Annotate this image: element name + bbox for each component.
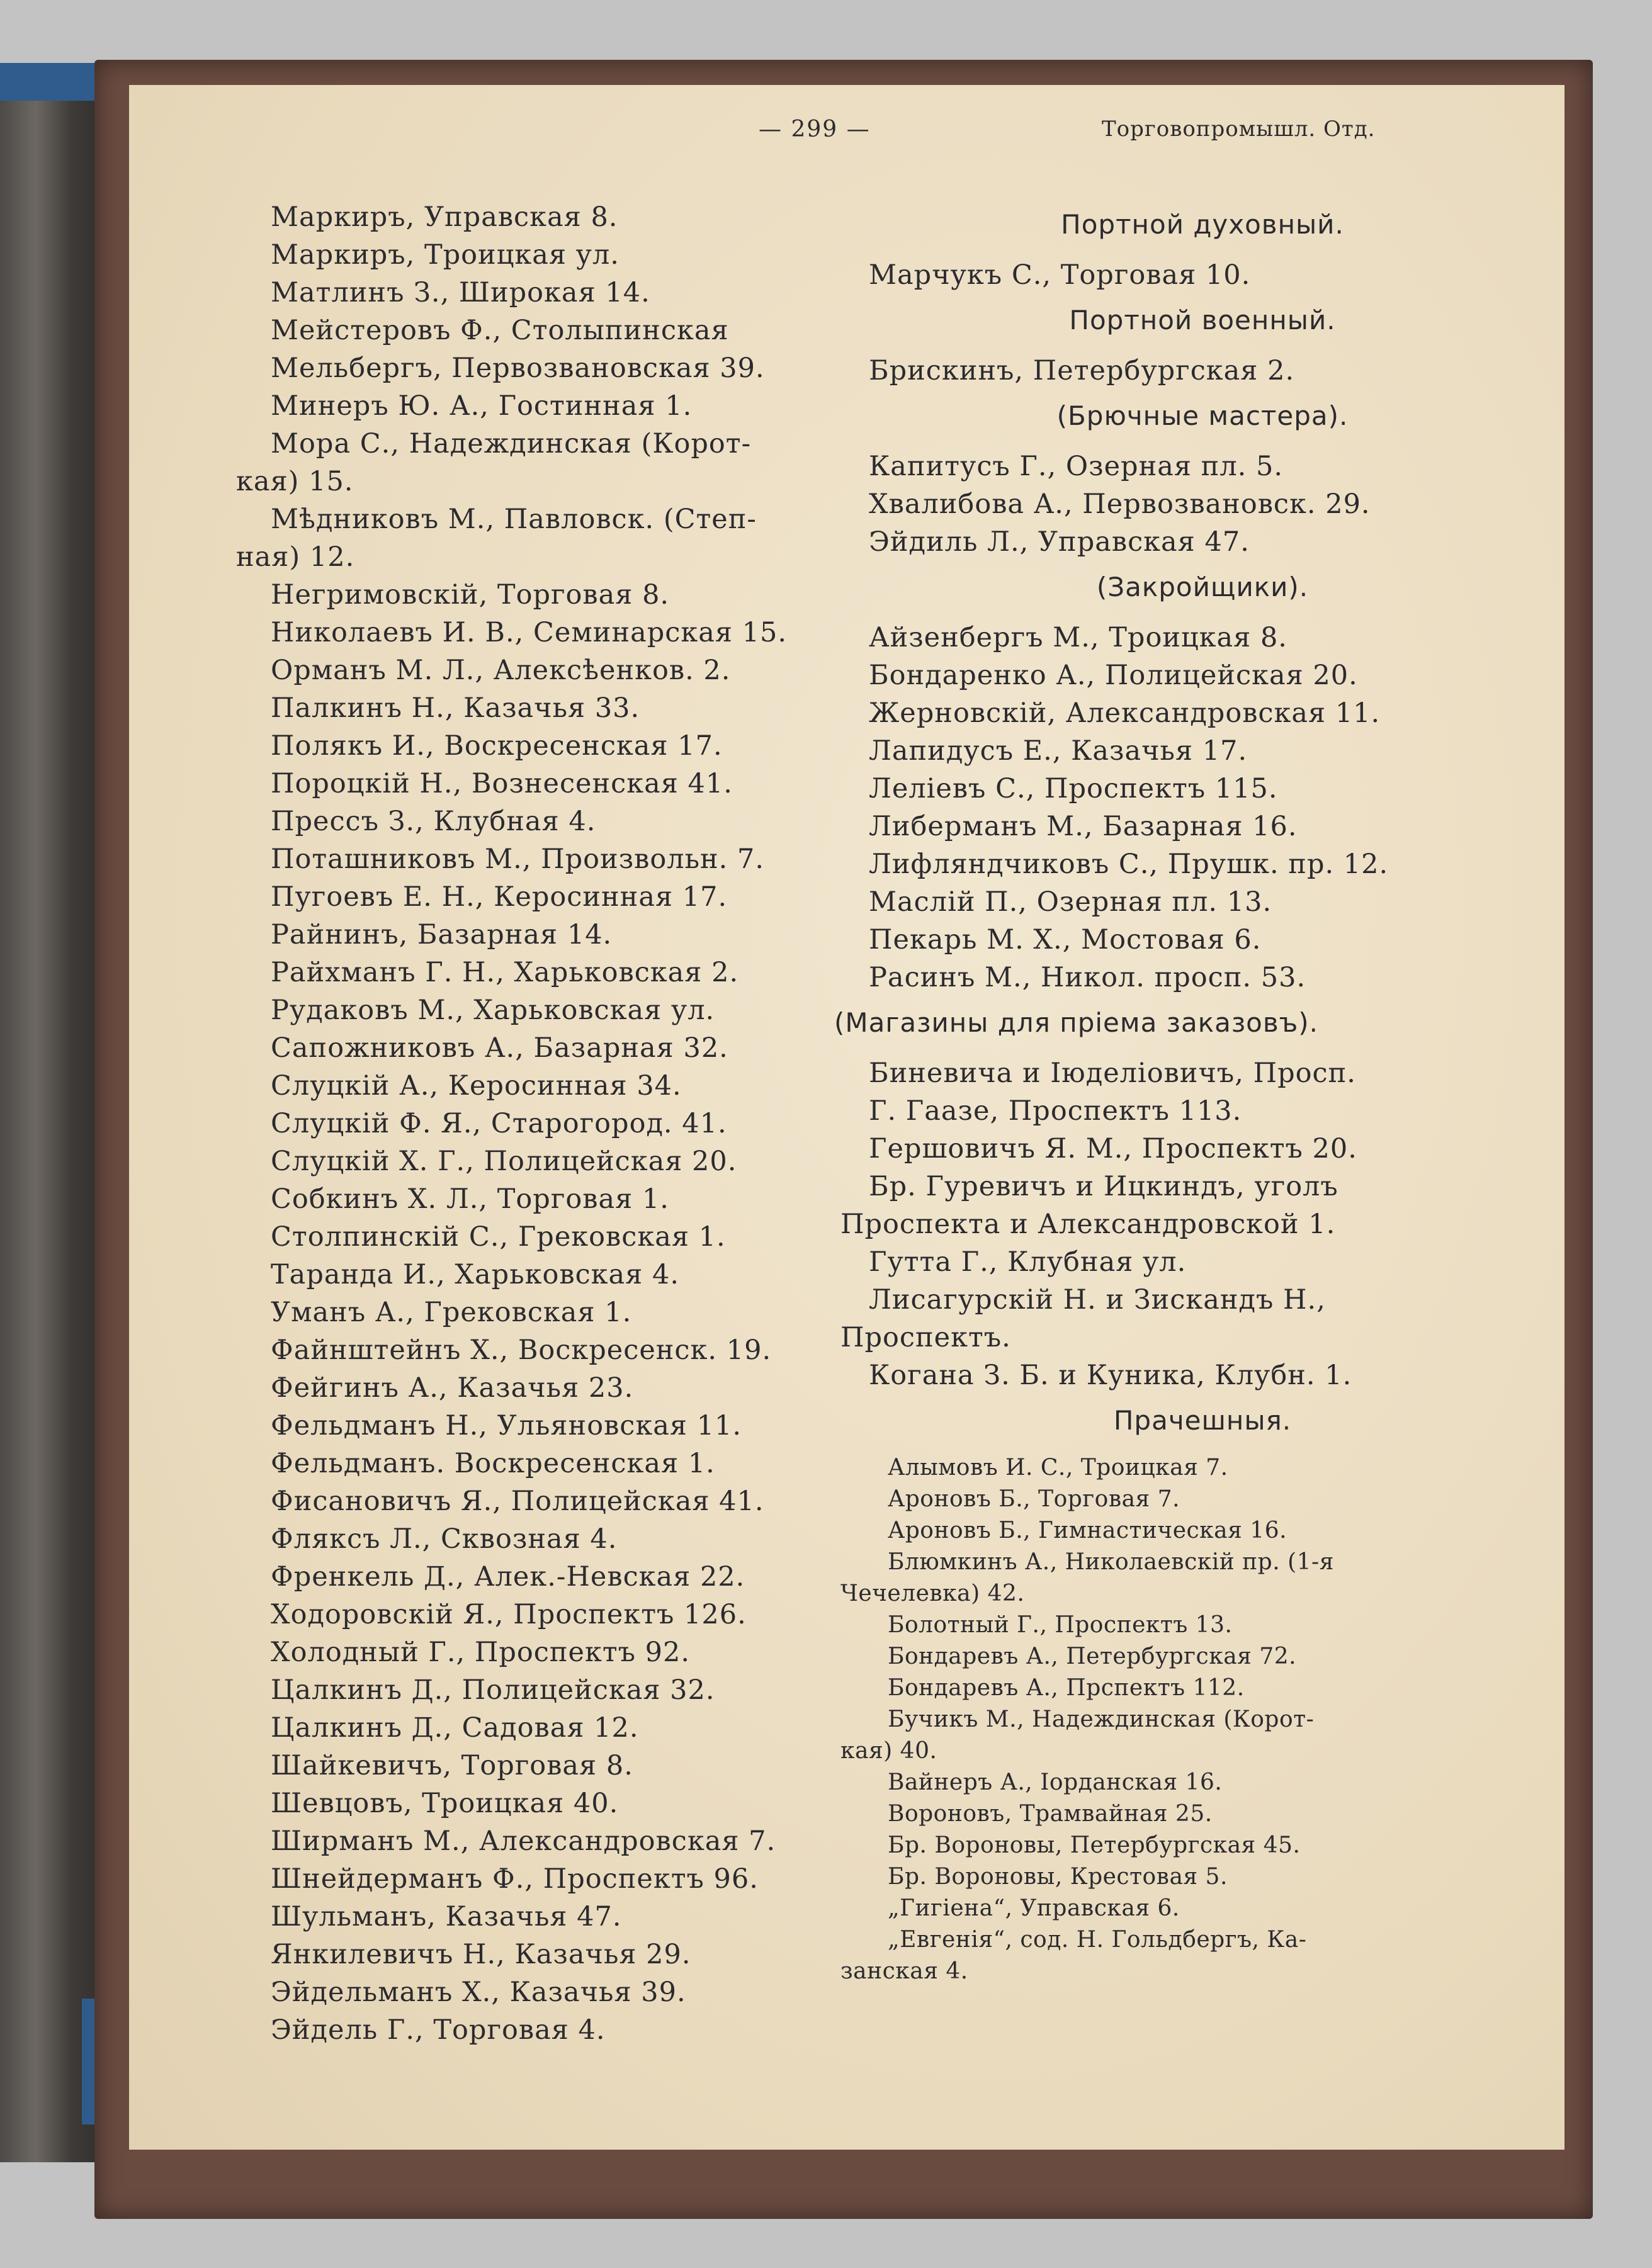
entry-line: Ходоровскій Я., Проспектъ 126.: [271, 1599, 747, 1630]
entry-line: Шайкевичъ, Торговая 8.: [271, 1750, 633, 1781]
entry-line: Френкель Д., Алек.-Невская 22.: [271, 1561, 745, 1593]
entry-line: Полякъ И., Воскресенская 17.: [271, 730, 723, 762]
laundry-entry: [840, 1547, 1564, 1610]
directory-entry: [840, 1281, 1564, 1357]
entry-line: Жерновскій, Александровская 11.: [869, 697, 1381, 729]
entry-line: Болотный Г., Проспектъ 13.: [888, 1612, 1233, 1638]
section-heading: Портной духовный.: [1061, 209, 1344, 240]
entry-line: Мора С., Надеждинская (Корот-: [271, 428, 752, 460]
laundry-entry: [888, 1861, 1564, 1893]
entry-line: Маслій П., Озерная пл. 13.: [869, 886, 1272, 918]
entry-line: Бучикъ М., Надеждинская (Корот-: [888, 1707, 1315, 1732]
laundry-entry: [888, 1673, 1564, 1704]
entry-line: Янкилевичъ Н., Казачья 29.: [271, 1939, 691, 1970]
page-header: [129, 116, 1564, 154]
entry-line: Холодный Г., Проспектъ 92.: [271, 1637, 691, 1668]
entry-line: Бр. Вороновы, Петербургская 45.: [888, 1832, 1301, 1858]
spine-label-top: [0, 63, 107, 101]
entry-line: Шевцовъ, Троицкая 40.: [271, 1788, 619, 1819]
entry-continuation: занская 4.: [840, 1958, 968, 1984]
entry-line: Вороновъ, Трамвайная 25.: [888, 1801, 1213, 1827]
entry-line: Уманъ А., Грековская 1.: [271, 1297, 632, 1328]
directory-entry: [869, 523, 1564, 561]
entry-line: Эйдель Г., Торговая 4.: [271, 2014, 606, 2046]
entry-continuation: Проспекта и Александровской 1.: [840, 1209, 1336, 1240]
entry-continuation: кая) 40.: [840, 1738, 937, 1764]
entry-line: Ширманъ М., Александровская 7.: [271, 1825, 776, 1857]
entry-line: Бондаренко А., Полицейская 20.: [869, 660, 1358, 691]
laundry-entry: [888, 1641, 1564, 1673]
entry-line: „Гигіена“, Управская 6.: [888, 1895, 1180, 1921]
entry-line: Бр. Гуревичъ и Ицкиндъ, уголъ: [869, 1171, 1338, 1202]
laundry-entry: [888, 1830, 1564, 1861]
entry-line: Вайнеръ А., Іорданская 16.: [888, 1769, 1223, 1795]
entry-line: Слуцкій А., Керосинная 34.: [271, 1070, 682, 1102]
directory-entry: [869, 845, 1564, 883]
laundry-entry: [888, 1515, 1564, 1547]
entry-line: Файнштейнъ Х., Воскресенск. 19.: [271, 1334, 772, 1366]
right-column: [834, 198, 1564, 1987]
entry-line: Маркиръ, Управская 8.: [271, 201, 618, 233]
entry-line: Столпинскій С., Грековская 1.: [271, 1221, 726, 1253]
section-heading: (Брючные мастера).: [1056, 400, 1349, 431]
laundry-entry: [888, 1452, 1564, 1484]
page-number: — 299 —: [759, 116, 871, 142]
entry-line: Рудаковъ М., Харьковская ул.: [271, 995, 715, 1026]
entry-line: Минеръ Ю. А., Гостинная 1.: [271, 390, 693, 422]
entry-line: Бондаревъ А., Прспектъ 112.: [888, 1675, 1245, 1701]
entry-line: „Евгенія“, сод. Н. Гольдбергъ, Ка-: [888, 1927, 1307, 1953]
section-heading: (Магазины для пріема заказовъ).: [834, 1007, 1319, 1038]
entry-line: Таранда И., Харьковская 4.: [271, 1259, 679, 1290]
entry-line: Когана З. Б. и Куника, Клубн. 1.: [869, 1360, 1352, 1391]
entry-line: Слуцкій Ф. Я., Старогород. 41.: [271, 1108, 727, 1139]
directory-entry: [869, 694, 1564, 732]
entry-line: Орманъ М. Л., Алексѣенков. 2.: [271, 655, 731, 686]
laundry-entry: [888, 1798, 1564, 1830]
entry-line: Гутта Г., Клубная ул.: [869, 1246, 1187, 1278]
entry-line: Поташниковъ М., Произвольн. 7.: [271, 843, 765, 875]
laundry-entry: [888, 1610, 1564, 1641]
entry-line: Г. Гаазе, Проспектъ 113.: [869, 1095, 1242, 1127]
directory-entry: [869, 448, 1564, 485]
laundry-entry: [840, 1924, 1564, 1987]
entry-line: Матлинъ З., Широкая 14.: [271, 277, 650, 308]
entry-continuation: кая) 15.: [236, 466, 354, 497]
directory-entry: [869, 1243, 1564, 1281]
entry-line: Капитусъ Г., Озерная пл. 5.: [869, 451, 1284, 482]
entry-line: Мѣдниковъ М., Павловск. (Степ-: [271, 504, 757, 535]
entry-line: Айзенбергъ М., Троицкая 8.: [869, 622, 1287, 653]
entry-continuation: Проспектъ.: [840, 1322, 1011, 1353]
directory-entry: [869, 619, 1564, 657]
entry-line: Бондаревъ А., Петербургская 72.: [888, 1644, 1297, 1669]
entry-line: Прессъ З., Клубная 4.: [271, 806, 596, 837]
laundry-entry: [888, 1893, 1564, 1924]
entry-line: Ароновъ Б., Торговая 7.: [888, 1486, 1180, 1512]
entry-line: Пекарь М. Х., Мостовая 6.: [869, 924, 1262, 956]
entry-line: Фляксъ Л., Сквозная 4.: [271, 1523, 618, 1555]
directory-entry: [869, 1130, 1564, 1168]
directory-entry: [869, 352, 1564, 390]
entry-continuation: ная) 12.: [236, 541, 355, 573]
entry-line: Мельбергъ, Первозвановская 39.: [271, 353, 765, 384]
entry-line: Мейстеровъ Ф., Столыпинская: [271, 315, 729, 346]
entry-line: Слуцкій Х. Г., Полицейская 20.: [271, 1146, 737, 1177]
entry-line: Пугоевъ Е. Н., Керосинная 17.: [271, 881, 728, 913]
laundry-entry: [888, 1484, 1564, 1515]
entry-line: Расинъ М., Никол. просп. 53.: [869, 962, 1306, 993]
entry-line: Биневича и Іюделіовичъ, Просп.: [869, 1058, 1356, 1089]
entry-line: Либерманъ М., Базарная 16.: [869, 811, 1298, 842]
entry-line: Лифляндчиковъ С., Прушк. пр. 12.: [869, 849, 1389, 880]
directory-entry: [869, 1357, 1564, 1394]
directory-entry: [869, 1092, 1564, 1130]
directory-entry: [271, 2011, 951, 2049]
running-header: Торговопромышл. Отд.: [1102, 116, 1376, 142]
entry-line: Цалкинъ Д., Полицейская 32.: [271, 1674, 715, 1706]
entry-line: Гершовичъ Я. М., Проспектъ 20.: [869, 1133, 1357, 1165]
entry-line: Цалкинъ Д., Садовая 12.: [271, 1712, 639, 1744]
entry-line: Шульманъ, Казачья 47.: [271, 1901, 622, 1932]
directory-entry: [869, 808, 1564, 845]
entry-line: Эйдельманъ Х., Казачья 39.: [271, 1977, 686, 2008]
entry-line: Фельдманъ. Воскресенская 1.: [271, 1448, 715, 1479]
entry-line: Блюмкинъ А., Николаевскій пр. (1-я: [888, 1549, 1334, 1575]
entry-line: Бр. Вороновы, Крестовая 5.: [888, 1864, 1228, 1890]
entry-line: Пороцкій Н., Вознесенская 41.: [271, 768, 733, 799]
entry-line: Негримовскій, Торговая 8.: [271, 579, 670, 611]
entry-line: Леліевъ С., Проспектъ 115.: [869, 773, 1278, 804]
entry-line: Николаевъ И. В., Семинарская 15.: [271, 617, 788, 648]
directory-entry: [869, 485, 1564, 523]
entry-line: Фисановичъ Я., Полицейская 41.: [271, 1486, 764, 1517]
directory-entry: [840, 1168, 1564, 1243]
entry-line: Сапожниковъ А., Базарная 32.: [271, 1032, 728, 1064]
directory-entry: [869, 732, 1564, 770]
directory-entry: [869, 883, 1564, 921]
entry-line: Эйдиль Л., Управская 47.: [869, 526, 1250, 558]
laundry-entry: [840, 1704, 1564, 1767]
section-heading: (Закройщики).: [1096, 572, 1309, 602]
directory-entry: [869, 256, 1564, 294]
entry-line: Алымовъ И. С., Троицкая 7.: [888, 1455, 1228, 1481]
entry-line: Палкинъ Н., Казачья 33.: [271, 692, 640, 724]
book-page: [129, 85, 1564, 2150]
directory-entry: [869, 770, 1564, 808]
section-heading: Портной военный.: [1069, 305, 1336, 336]
entry-line: Ароновъ Б., Гимнастическая 16.: [888, 1518, 1287, 1543]
directory-entry: [869, 959, 1564, 996]
laundry-entry: [888, 1767, 1564, 1798]
entry-line: Фейгинъ А., Казачья 23.: [271, 1372, 634, 1404]
directory-entry: [869, 1054, 1564, 1092]
entry-line: Лапидусъ Е., Казачья 17.: [869, 735, 1248, 767]
entry-line: Брискинъ, Петербургская 2.: [869, 355, 1295, 386]
entry-line: Шнейдерманъ Ф., Проспектъ 96.: [271, 1863, 759, 1895]
entry-line: Маркиръ, Троицкая ул.: [271, 239, 620, 271]
entry-line: Хвалибова А., Первозвановск. 29.: [869, 488, 1371, 520]
entry-line: Лисагурскій Н. и Зискандъ Н.,: [869, 1284, 1326, 1316]
directory-entry: [869, 921, 1564, 959]
entry-continuation: Чечелевка) 42.: [840, 1581, 1025, 1606]
entry-line: Райнинъ, Базарная 14.: [271, 919, 613, 951]
directory-entry: [869, 657, 1564, 694]
entry-line: Марчукъ С., Торговая 10.: [869, 259, 1251, 291]
entry-line: Фельдманъ Н., Ульяновская 11.: [271, 1410, 742, 1441]
section-heading: Прачешныя.: [1113, 1405, 1292, 1436]
entry-line: Собкинъ Х. Л., Торговая 1.: [271, 1183, 669, 1215]
entry-line: Райхманъ Г. Н., Харьковская 2.: [271, 957, 739, 988]
